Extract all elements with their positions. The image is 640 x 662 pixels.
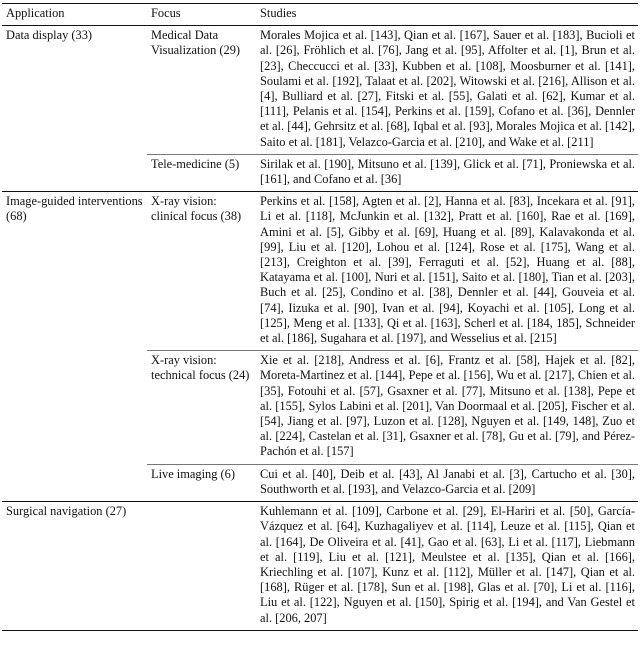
- table-row: [2, 192, 638, 351]
- header-focus: Focus: [151, 6, 181, 20]
- focus-cell: Live imaging (6): [147, 464, 256, 501]
- header-row: [2, 4, 638, 26]
- studies-table: [2, 3, 638, 631]
- studies-cell: Xie et al. [218], Andress et al. [6], Frantz et al. [58], Hajek et al. [82], Moreta-Martinez et al. [144], Pepe et al. [156], Wu et al. [217], Chien et al. [35], Fotouhi et al. [57], Gsaxner et al. [77], Mitsuno et al. [138], Pepe et al. [155], Sylos Labini et al. [201], Van Doormaal et al. [205], Fischer et al. [54], Jiang et al. [97], Luzon et al. [128], Nguyen et al. [149, 148], Zuo et al. [224], Castelan et al. [31], Gsaxner et al. [78], Gu et al. [79], and Pérez-Pachón et al. [157]: [256, 351, 638, 464]
- studies-cell: Perkins et al. [158], Agten et al. [2], Hanna et al. [83], Incekara et al. [91], Li et al. [118], McJunkin et al. [132], Pratt et al. [160], Rae et al. [169], Amini et al. [5], Gibby et al. [69], Huang et al. [89], Kalavakonda et al. [99], Liu et al. [120], Lohou et al. [124], Rose et al. [175], Wang et al. [213], Creighton et al. [39], Ferraguti et al. [52], Huang et al. [88], Katayama et al. [100], Nuri et al. [151], Saito et al. [180], Tian et al. [203], Buch et al. [25], Condino et al. [38], Dennler et al. [44], Gouveia et al. [74], Iizuka et al. [90], Ivan et al. [94], Koyachi et al. [105], Long et al. [125], Meng et al. [133], Qi et al. [163], Scherl et al. [184, 185], Schneider et al. [186], Sugahara et al. [197], and Wesselius et al. [215]: [256, 192, 638, 351]
- focus-cell: Medical Data Visualization (29): [147, 26, 256, 155]
- studies-cell: Morales Mojica et al. [143], Qian et al. [167], Sauer et al. [183], Bucioli et al. [26], Fröhlich et al. [76], Jang et al. [95], Affolter et al. [1], Brun et al. [23], Checcucci et al. [33], Kubben et al. [108], Moosburner et al. [141], Soulami et al. [192], Talaat et al. [202], Witowski et al. [216], Allison et al. [4], Bulliard et al. [27], Fitski et al. [55], Galati et al. [62], Kumar et al. [111], Pelanis et al. [154], Perkins et al. [159], Cofano et al. [36], Dennler et al. [44], Gehrsitz et al. [68], Iqbal et al. [93], Morales Mojica et al. [142], Saito et al. [181], Velazco-Garcia et al. [210], and Wake et al. [211]: [256, 26, 638, 155]
- studies-cell: Kuhlemann et al. [109], Carbone et al. [29], El-Hariri et al. [50], García-Vázquez et al. [64], Kuzhagaliyev et al. [114], Leuze et al. [115], Qian et al. [164], De Oliveira et al. [41], Gao et al. [63], Li et al. [117], Liebmann et al. [119], Liu et al. [121], Meulstee et al. [135], Qian et al. [166], Kriechling et al. [107], Kunz et al. [112], Müller et al. [147], Qian et al. [168], Rüger et al. [178], Sun et al. [198], Glas et al. [70], Li et al. [116], Liu et al. [122], Nguyen et al. [150], Spirig et al. [194], and Van Gestel et al. [206, 207]: [256, 502, 638, 631]
- table-row: [2, 502, 638, 631]
- header-application: Application: [6, 6, 65, 20]
- application-cell: Data display (33): [2, 26, 147, 192]
- application-cell: Image-guided interventions (68): [2, 192, 147, 502]
- focus-cell: Tele-medicine (5): [147, 154, 256, 191]
- header-studies: Studies: [260, 6, 297, 20]
- studies-cell: Sirilak et al. [190], Mitsuno et al. [139], Glick et al. [71], Proniewska et al. [161], and Cofano et al. [36]: [256, 154, 638, 191]
- focus-cell: [147, 502, 256, 631]
- table-row: [2, 26, 638, 155]
- application-cell: Surgical navigation (27): [2, 502, 147, 631]
- focus-cell: X-ray vision: clinical focus (38): [147, 192, 256, 351]
- studies-cell: Cui et al. [40], Deib et al. [43], Al Janabi et al. [3], Cartucho et al. [30], Southworth et al. [193], and Velazco-Garcia et al. [209]: [256, 464, 638, 501]
- focus-cell: X-ray vision: technical focus (24): [147, 351, 256, 464]
